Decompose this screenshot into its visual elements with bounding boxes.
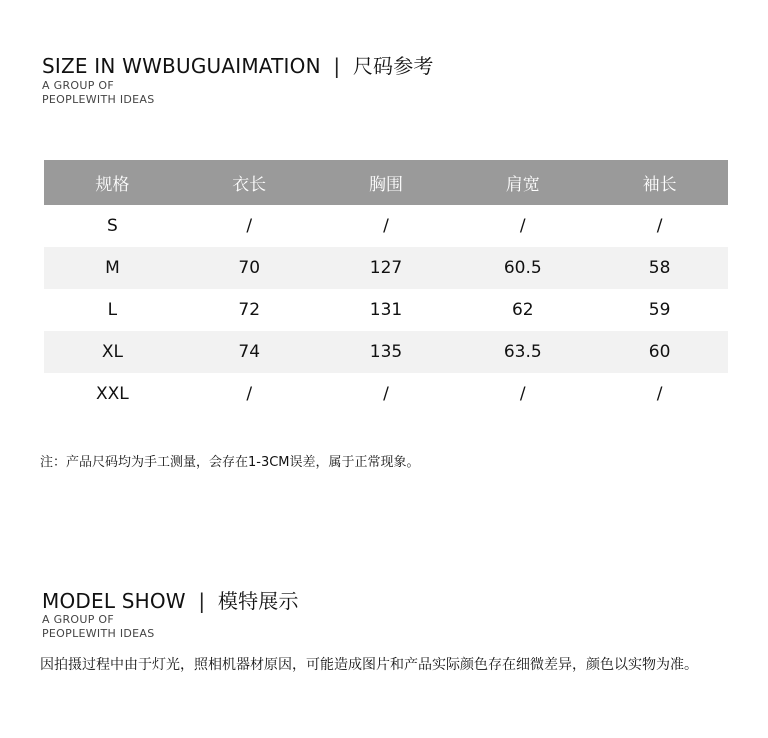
subtitle-line-1: A GROUP OF <box>42 79 115 92</box>
size-table <box>44 160 728 415</box>
header-length: 衣长 <box>181 160 318 205</box>
model-section-subtitle <box>42 613 155 641</box>
header-chest: 胸围 <box>318 160 455 205</box>
measurement-note: 注：产品尺码均为手工测量，会存在1-3CM误差，属于正常现象。 <box>40 455 420 470</box>
cell-shoulder: 62 <box>511 300 534 320</box>
cell-sleeve: 58 <box>591 247 728 289</box>
cell-sleeve: 60 <box>591 331 728 373</box>
cell-sleeve: 59 <box>648 300 671 320</box>
table-row <box>44 289 728 331</box>
model-section-title: MODEL SHOW <box>42 589 186 613</box>
cell-length: / <box>246 384 253 404</box>
cell-length: / <box>246 216 253 236</box>
heading-separator: | <box>198 589 206 613</box>
cell-size: L <box>107 300 118 320</box>
table-row <box>44 205 728 247</box>
cell-length: 74 <box>181 331 318 373</box>
size-section-subtitle <box>42 79 155 107</box>
subtitle-line-2: PEOPLEWITH IDEAS <box>42 627 155 640</box>
cell-sleeve: / <box>656 384 663 404</box>
heading-separator: | <box>333 54 341 78</box>
table-row <box>44 373 728 415</box>
header-sleeve: 袖长 <box>591 160 728 205</box>
cell-size: M <box>44 247 181 289</box>
subtitle-line-2: PEOPLEWITH IDEAS <box>42 93 155 106</box>
size-section-title-cn: 尺码参考 <box>352 54 434 78</box>
cell-shoulder: / <box>519 384 526 404</box>
cell-chest: / <box>383 216 389 236</box>
cell-shoulder: 63.5 <box>454 331 591 373</box>
size-section-heading <box>42 50 434 79</box>
cell-size: XL <box>44 331 181 373</box>
color-disclaimer: 因拍摄过程中由于灯光，照相机器材原因，可能造成图片和产品实际颜色存在细微差异，颜色以实物为准。 <box>40 657 698 673</box>
header-size: 规格 <box>44 160 181 205</box>
cell-length: 72 <box>238 300 261 320</box>
cell-shoulder: 60.5 <box>454 247 591 289</box>
header-shoulder: 肩宽 <box>454 160 591 205</box>
size-section-title: SIZE IN WWBUGUAIMATION <box>42 54 321 78</box>
table-row <box>44 247 728 289</box>
cell-size: S <box>107 216 118 236</box>
cell-chest: 135 <box>318 331 455 373</box>
cell-sleeve: / <box>656 216 663 236</box>
model-section-heading <box>42 585 299 614</box>
size-table-header-row <box>44 160 728 205</box>
cell-length: 70 <box>181 247 318 289</box>
cell-chest: / <box>383 384 389 404</box>
subtitle-line-1: A GROUP OF <box>42 613 115 626</box>
cell-chest: 127 <box>318 247 455 289</box>
cell-size: XXL <box>96 384 129 404</box>
cell-chest: 131 <box>369 300 403 320</box>
table-row <box>44 331 728 373</box>
cell-shoulder: / <box>519 216 526 236</box>
model-section-title-cn: 模特展示 <box>217 589 299 613</box>
